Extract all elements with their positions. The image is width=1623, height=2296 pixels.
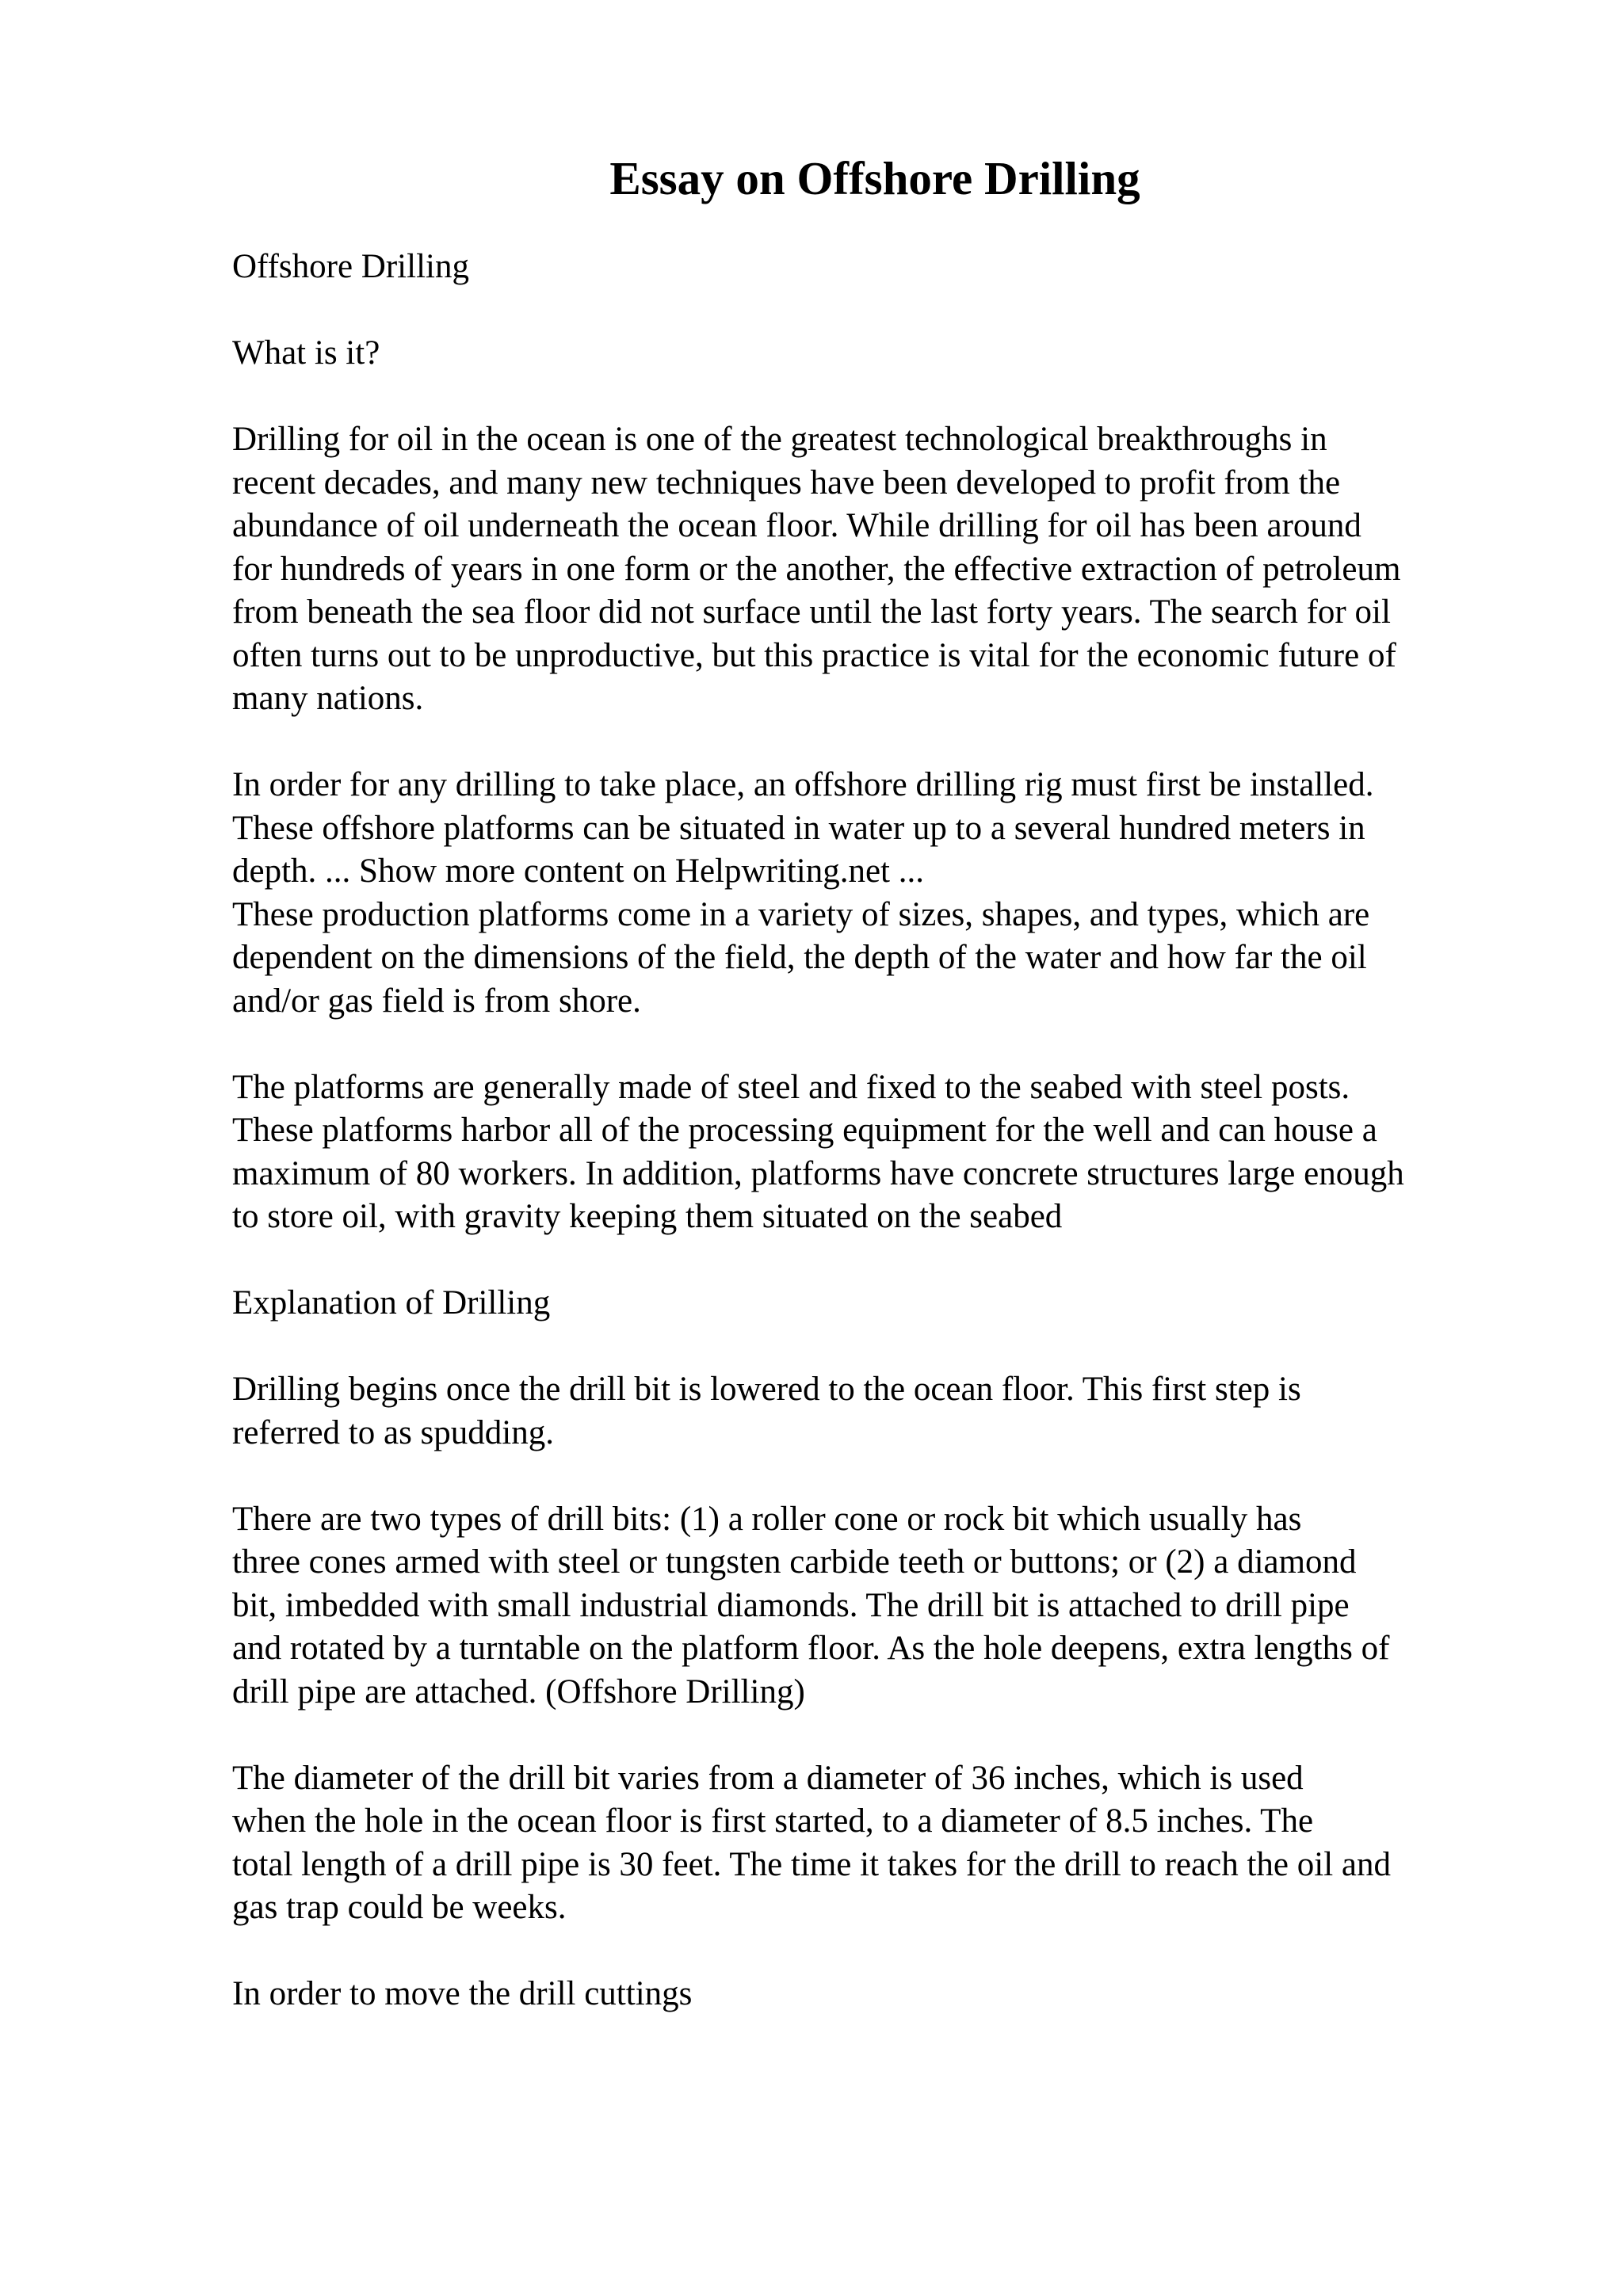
- paragraph-platform-construction: The platforms are generally made of steel and fixed to the seabed with steel posts. These platforms harbor all of the processing equipment for the well and can house a maximum of 80 workers. In addition, platforms have concrete structures large enough to store oil, with gravity keeping them situated on the seabed: [232, 1068, 1404, 1235]
- paragraph-drill-cuttings: In order to move the drill cuttings: [232, 1975, 693, 2012]
- section-heading-offshore-drilling: Offshore Drilling: [232, 248, 469, 285]
- section-heading-what-is-it: What is it?: [232, 334, 380, 372]
- paragraph-drill-bit-types: There are two types of drill bits: (1) a roller cone or rock bit which usually has three cones armed with steel or tungsten carbide teeth or buttons; or (2) a diamond bit, imbedded with small industrial diamonds. The drill bit is attached to drill pipe and rotated by a turntable on the platform floor. As the hole deepens, extra lengths of drill pipe are attached. (Offshore Drilling): [232, 1500, 1390, 1711]
- paragraph-drill-bit-diameter: The diameter of the drill bit varies from a diameter of 36 inches, which is used when the hole in the ocean floor is first started, to a diameter of 8.5 inches. The total length of a drill pipe is 30 feet. The time it takes for the drill to reach the oil and gas trap could be weeks.: [232, 1759, 1391, 1926]
- section-heading-explanation-of-drilling: Explanation of Drilling: [232, 1284, 551, 1322]
- paragraph-rig-installation: In order for any drilling to take place, an offshore drilling rig must first be installed. These offshore platforms can be situated in water up to a several hundred meters in depth. ... Show more content on Helpwriting.net ...: [232, 766, 1374, 890]
- paragraph-intro: Drilling for oil in the ocean is one of the greatest technological breakthroughs in recent decades, and many new techniques have been developed to profit from the abundance of oil underneath the ocean floor. While drilling for oil has been around for hundreds of years in one form or the another, the effective extraction of petroleum from beneath the sea floor did not surface until the last forty years. The search for oil often turns out to be unproductive, but this practice is vital for the economic future of many nations.: [232, 421, 1401, 717]
- paragraph-spudding: Drilling begins once the drill bit is lowered to the ocean floor. This first step is referred to as spudding.: [232, 1371, 1301, 1451]
- document-body: [232, 246, 1516, 2059]
- paragraph-production-platforms: These production platforms come in a variety of sizes, shapes, and types, which are dependent on the dimensions of the field, the depth of the water and how far the oil and/or gas field is from shore.: [232, 895, 1370, 1020]
- document-title: Essay on Offshore Drilling: [609, 152, 1140, 204]
